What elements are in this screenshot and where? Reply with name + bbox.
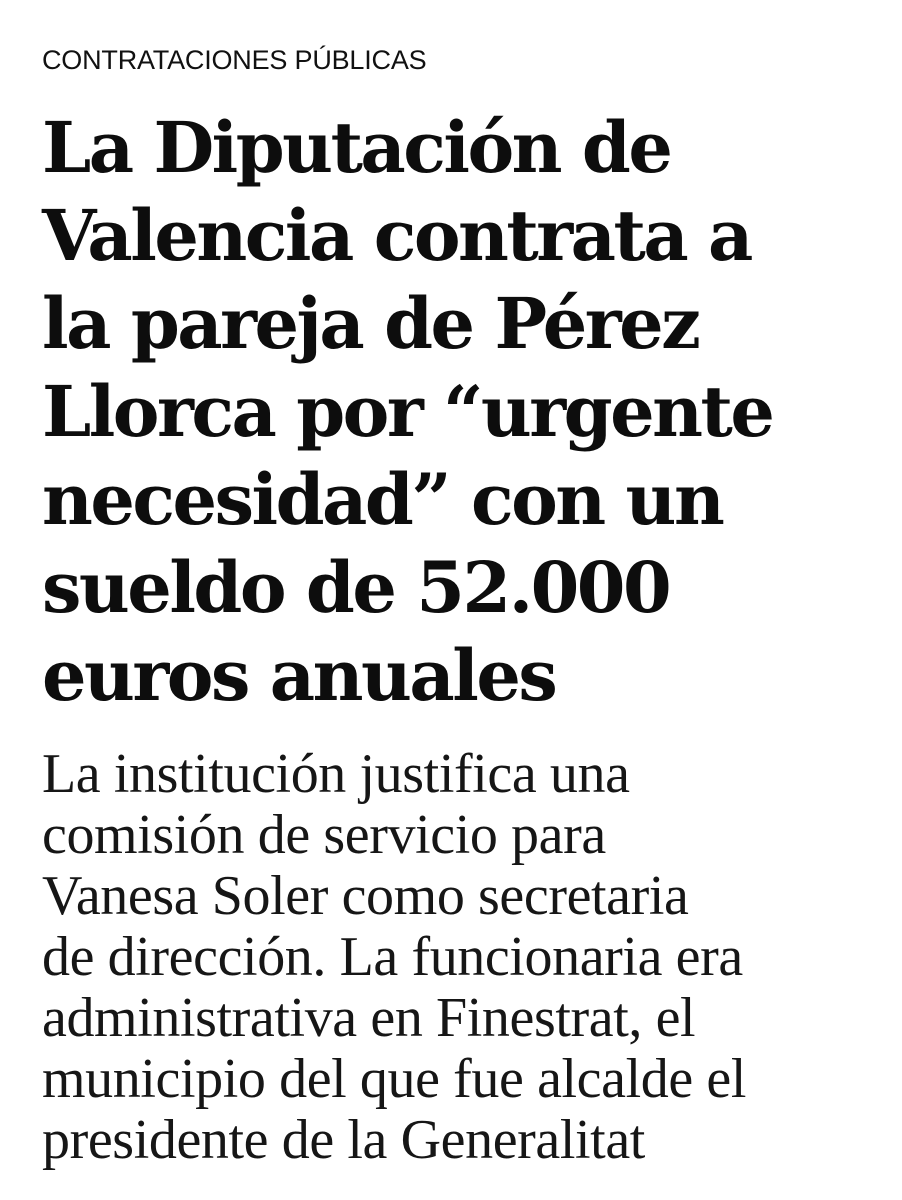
headline-line: La Diputación de	[42, 106, 671, 189]
subheadline-line: de dirección. La funcionaria era	[42, 926, 743, 988]
subheadline-line: municipio del que fue alcalde el	[42, 1048, 747, 1110]
headline-line: sueldo de 52.000	[42, 546, 670, 629]
section-kicker[interactable]: CONTRATACIONES PÚBLICAS	[42, 45, 427, 75]
subheadline-line: presidente de la Generalitat	[42, 1109, 645, 1171]
headline-line: euros anuales	[42, 634, 556, 717]
headline-line: la pareja de Pérez	[42, 282, 699, 365]
subheadline-line: comisión de servicio para	[42, 804, 606, 866]
subheadline-line: administrativa en Finestrat, el	[42, 987, 696, 1049]
subheadline	[42, 744, 872, 1171]
headline-line: necesidad” con un	[42, 458, 723, 541]
subheadline-line: La institución justifica una	[42, 743, 630, 805]
headline-line: Valencia contrata a	[42, 194, 751, 277]
headline[interactable]	[42, 104, 872, 720]
headline-line: Llorca por “urgente	[42, 370, 773, 453]
subheadline-line: Vanesa Soler como secretaria	[42, 865, 689, 927]
